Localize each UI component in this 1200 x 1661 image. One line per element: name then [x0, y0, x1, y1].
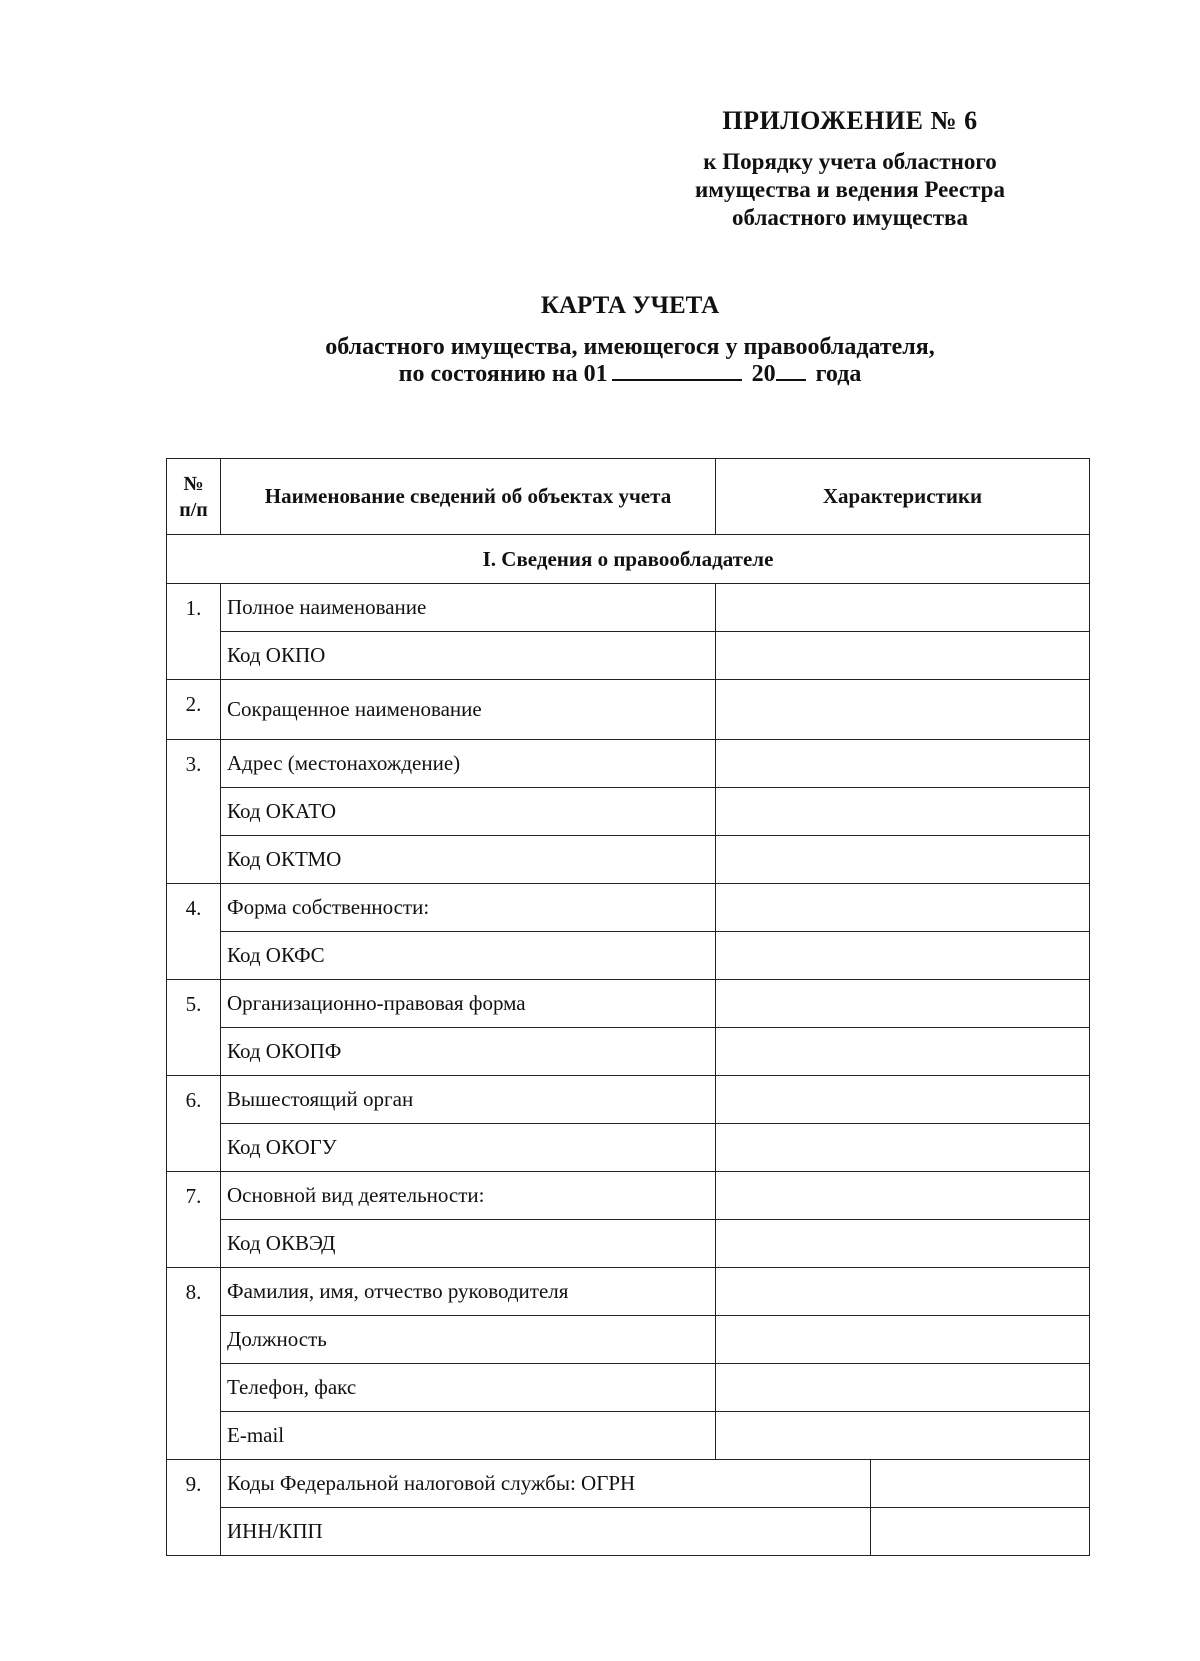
table-row [167, 836, 1090, 884]
month-blank [612, 379, 742, 381]
field-label: Код ОКОГУ [221, 1124, 716, 1172]
table-row [167, 1460, 1090, 1508]
field-label: Код ОКПО [221, 632, 716, 680]
row-number: 6. [167, 1076, 221, 1172]
year-blank [776, 379, 806, 381]
document-title: КАРТА УЧЕТА [540, 292, 720, 319]
section-row [167, 535, 1090, 584]
table-row [167, 1124, 1090, 1172]
row-number: 2. [167, 680, 221, 740]
field-label: Вышестоящий орган [221, 1076, 716, 1124]
row-number: 9. [167, 1460, 221, 1556]
year-prefix: 20 [751, 361, 776, 387]
table-row [167, 788, 1090, 836]
table-row [167, 740, 1090, 788]
appendix-line-2: имущества и ведения Реестра [695, 177, 1005, 202]
section-title: I. Сведения о правообладателе [167, 535, 1090, 584]
field-label: Сокращенное наименование [221, 680, 716, 740]
appendix-heading [600, 106, 1100, 232]
field-value-cell[interactable] [871, 1508, 1090, 1556]
table-row [167, 1316, 1090, 1364]
field-value-cell[interactable] [716, 932, 1090, 980]
document-subtitle: областного имущества, имеющегося у правообладателя, [325, 334, 935, 360]
table-row [167, 1364, 1090, 1412]
row-number: 5. [167, 980, 221, 1076]
table-row [167, 1268, 1090, 1316]
field-value-cell[interactable] [716, 1268, 1090, 1316]
appendix-line-1: к Порядку учета областного [703, 149, 997, 174]
field-value-cell[interactable] [716, 1028, 1090, 1076]
header-characteristics: Характеристики [716, 459, 1090, 535]
row-number: 8. [167, 1268, 221, 1460]
field-value-cell[interactable] [716, 740, 1090, 788]
table-row [167, 632, 1090, 680]
row-number: 1. [167, 584, 221, 680]
table-row [167, 884, 1090, 932]
header-number [167, 459, 221, 535]
table-body [167, 535, 1090, 1556]
date-suffix: года [815, 361, 862, 387]
table-row [167, 1172, 1090, 1220]
field-label: Код ОКАТО [221, 788, 716, 836]
field-label: Код ОКОПФ [221, 1028, 716, 1076]
field-label: E-mail [221, 1412, 716, 1460]
document-heading [150, 292, 1110, 388]
field-value-cell[interactable] [716, 1172, 1090, 1220]
header-number-sign: № [183, 472, 204, 495]
table-row [167, 1508, 1090, 1556]
field-label: Телефон, факс [221, 1364, 716, 1412]
field-label: Основной вид деятельности: [221, 1172, 716, 1220]
field-value-cell[interactable] [716, 680, 1090, 740]
field-value-cell[interactable] [716, 1076, 1090, 1124]
table-row [167, 680, 1090, 740]
date-prefix: по состоянию на 01 [398, 361, 608, 387]
field-value-cell[interactable] [871, 1460, 1090, 1508]
field-label: Код ОКФС [221, 932, 716, 980]
field-value-cell[interactable] [716, 1316, 1090, 1364]
row-number: 7. [167, 1172, 221, 1268]
table-row [167, 1028, 1090, 1076]
table-row [167, 1076, 1090, 1124]
table-row [167, 932, 1090, 980]
field-value-cell[interactable] [716, 1220, 1090, 1268]
registry-card-table [166, 458, 1090, 1556]
field-label: Коды Федеральной налоговой службы: ОГРН [221, 1460, 871, 1508]
field-value-cell[interactable] [716, 788, 1090, 836]
field-label: ИНН/КПП [221, 1508, 871, 1556]
field-value-cell[interactable] [716, 836, 1090, 884]
table-row [167, 1220, 1090, 1268]
table-row [167, 980, 1090, 1028]
date-line [150, 361, 1110, 388]
field-value-cell[interactable] [716, 884, 1090, 932]
header-name: Наименование сведений об объектах учета [221, 459, 716, 535]
row-number: 4. [167, 884, 221, 980]
field-label: Полное наименование [221, 584, 716, 632]
field-label: Адрес (местонахождение) [221, 740, 716, 788]
appendix-number: ПРИЛОЖЕНИЕ № 6 [722, 106, 978, 135]
field-value-cell[interactable] [716, 1412, 1090, 1460]
row-number: 3. [167, 740, 221, 884]
table-header-row [167, 459, 1090, 535]
field-value-cell[interactable] [716, 1364, 1090, 1412]
table-row [167, 1412, 1090, 1460]
field-value-cell[interactable] [716, 980, 1090, 1028]
field-label: Код ОКТМО [221, 836, 716, 884]
field-label: Организационно-правовая форма [221, 980, 716, 1028]
field-label: Должность [221, 1316, 716, 1364]
header-number-abbr: п/п [179, 498, 208, 521]
field-value-cell[interactable] [716, 1124, 1090, 1172]
field-value-cell[interactable] [716, 632, 1090, 680]
field-label: Код ОКВЭД [221, 1220, 716, 1268]
field-label: Форма собственности: [221, 884, 716, 932]
field-value-cell[interactable] [716, 584, 1090, 632]
field-label: Фамилия, имя, отчество руководителя [221, 1268, 716, 1316]
table-row [167, 584, 1090, 632]
appendix-line-3: областного имущества [732, 205, 968, 230]
